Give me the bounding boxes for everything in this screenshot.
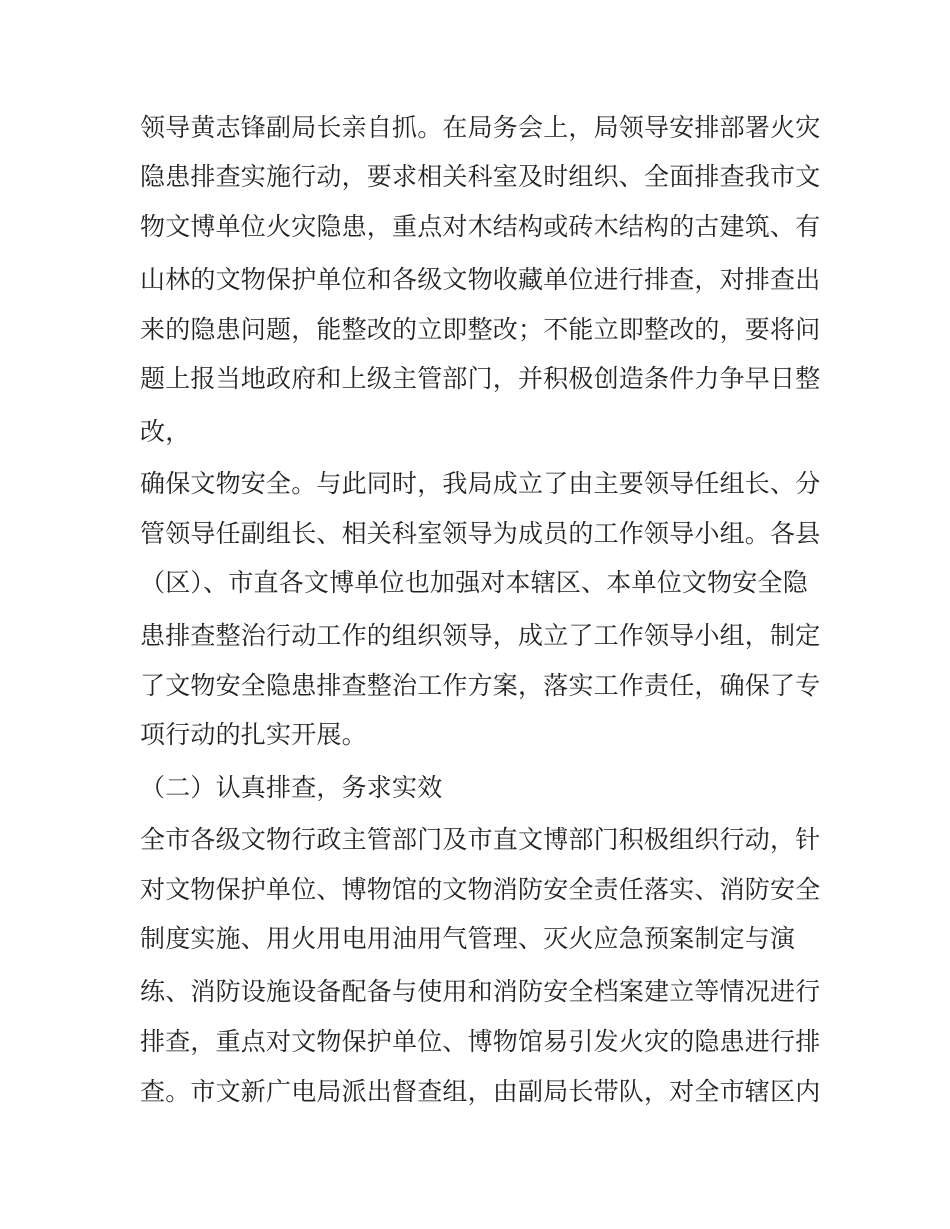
text-line-16: 对文物保护单位、博物馆的文物消防安全责任落实、消防安全 <box>140 875 821 904</box>
text-line-19: 排查，重点对文物保护单位、博物馆易引发火灾的隐患进行排 <box>140 1027 821 1056</box>
text-line-1: 领导黄志锋副局长亲自抓。在局务会上，局领导安排部署火灾 <box>140 113 821 142</box>
text-line-11: 患排查整治行动工作的组织领导，成立了工作领导小组，制定 <box>140 621 821 650</box>
text-line-15: 全市各级文物行政主管部门及市直文博部门积极组织行动，针 <box>140 825 821 854</box>
text-line-20: 查。市文新广电局派出督查组，由副局长带队，对全市辖区内 <box>140 1077 821 1106</box>
text-line-6: 题上报当地政府和上级主管部门，并积极创造条件力争早日整 <box>140 364 821 393</box>
text-line-18: 练、消防设施设备配备与使用和消防安全档案建立等情况进行 <box>140 977 821 1006</box>
section-heading: （二）认真排查，务求实效 <box>140 773 443 802</box>
text-line-13: 项行动的扎实开展。 <box>140 720 367 749</box>
text-line-12: 了文物安全隐患排查整治工作方案，落实工作责任，确保了专 <box>140 671 821 700</box>
text-line-9: 管领导任副组长、相关科室领导为成员的工作领导小组。各县 <box>140 519 821 548</box>
text-line-5: 来的隐患问题，能整改的立即整改；不能立即整改的，要将问 <box>140 315 821 344</box>
text-line-4: 山林的文物保护单位和各级文物收藏单位进行排查，对排查出 <box>140 265 821 294</box>
text-line-10: （区）、市直各文博单位也加强对本辖区、本单位文物安全隐 <box>140 568 808 597</box>
text-line-3: 物文博单位火灾隐患，重点对木结构或砖木结构的古建筑、有 <box>140 212 821 241</box>
text-line-7: 改， <box>140 417 191 446</box>
text-line-8: 确保文物安全。与此同时，我局成立了由主要领导任组长、分 <box>140 469 821 498</box>
text-line-2: 隐患排查实施行动，要求相关科室及时组织、全面排查我市文 <box>140 162 821 191</box>
text-line-17: 制度实施、用火用电用油用气管理、灭火应急预案制定与演 <box>140 924 796 953</box>
